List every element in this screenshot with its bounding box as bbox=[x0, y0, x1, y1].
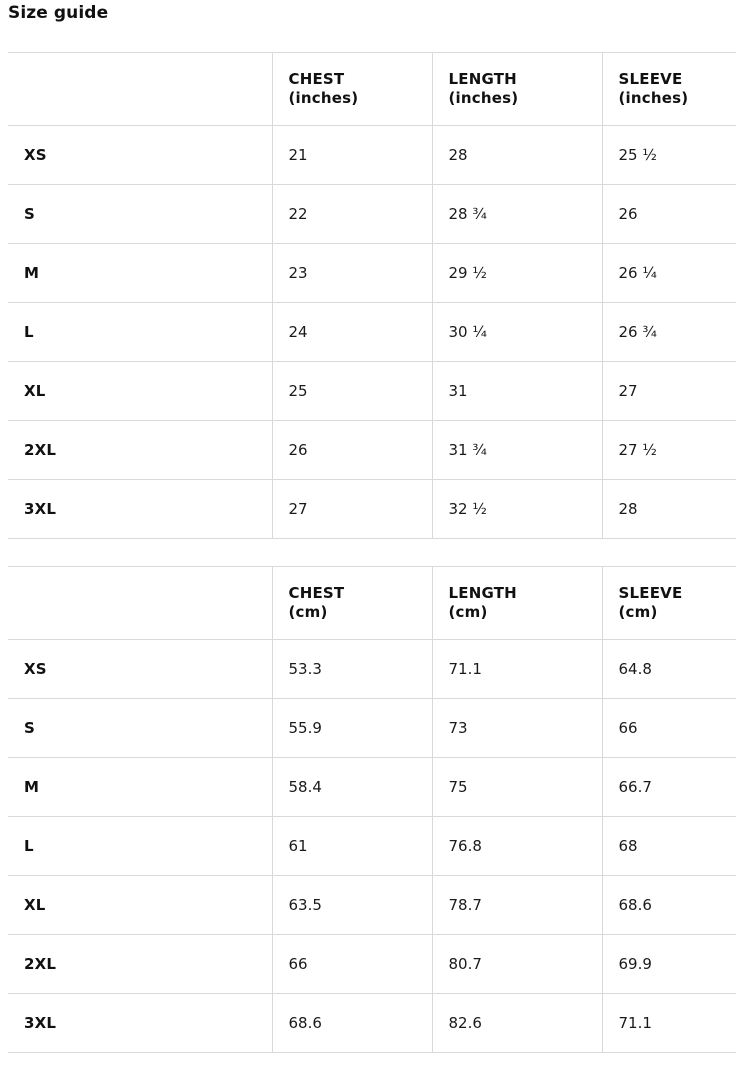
cell-chest: 26 bbox=[272, 421, 432, 480]
cell-length: 32 ½ bbox=[432, 480, 602, 539]
cell-size: S bbox=[8, 699, 272, 758]
cell-chest: 61 bbox=[272, 817, 432, 876]
table-row bbox=[8, 185, 736, 244]
table-header-row bbox=[8, 53, 736, 126]
cell-length: 30 ¼ bbox=[432, 303, 602, 362]
cell-chest: 27 bbox=[272, 480, 432, 539]
column-header-length-unit: (cm) bbox=[448, 603, 488, 621]
cell-sleeve: 71.1 bbox=[602, 994, 736, 1053]
cell-chest: 55.9 bbox=[272, 699, 432, 758]
table-header-row bbox=[8, 567, 736, 640]
table-row bbox=[8, 640, 736, 699]
cell-size: 2XL bbox=[8, 421, 272, 480]
table-row bbox=[8, 421, 736, 480]
cell-size: L bbox=[8, 817, 272, 876]
cell-sleeve: 26 ¾ bbox=[602, 303, 736, 362]
cell-chest: 22 bbox=[272, 185, 432, 244]
column-header-chest bbox=[272, 53, 432, 126]
cell-chest: 68.6 bbox=[272, 994, 432, 1053]
cell-sleeve: 26 ¼ bbox=[602, 244, 736, 303]
column-header-sleeve-label: SLEEVE bbox=[618, 584, 683, 602]
cell-length: 80.7 bbox=[432, 935, 602, 994]
cell-size: M bbox=[8, 758, 272, 817]
table-row bbox=[8, 994, 736, 1053]
cell-length: 28 ¾ bbox=[432, 185, 602, 244]
cell-size: XL bbox=[8, 876, 272, 935]
cell-length: 71.1 bbox=[432, 640, 602, 699]
cell-chest: 66 bbox=[272, 935, 432, 994]
cell-chest: 58.4 bbox=[272, 758, 432, 817]
column-header-sleeve-label: SLEEVE bbox=[618, 70, 683, 88]
cell-sleeve: 26 bbox=[602, 185, 736, 244]
table-row bbox=[8, 480, 736, 539]
cell-chest: 24 bbox=[272, 303, 432, 362]
table-row bbox=[8, 817, 736, 876]
cell-length: 28 bbox=[432, 126, 602, 185]
column-header-chest-label: CHEST bbox=[288, 70, 345, 88]
cell-length: 31 ¾ bbox=[432, 421, 602, 480]
table-row bbox=[8, 758, 736, 817]
column-header-sleeve-unit: (cm) bbox=[618, 603, 658, 621]
column-header-length-unit: (inches) bbox=[448, 89, 519, 107]
column-header-length-label: LENGTH bbox=[448, 70, 517, 88]
cell-size: XS bbox=[8, 640, 272, 699]
column-header-chest-unit: (inches) bbox=[288, 89, 359, 107]
cell-length: 82.6 bbox=[432, 994, 602, 1053]
cell-chest: 21 bbox=[272, 126, 432, 185]
table-row bbox=[8, 126, 736, 185]
cell-length: 31 bbox=[432, 362, 602, 421]
column-header-length bbox=[432, 567, 602, 640]
cell-size: 3XL bbox=[8, 480, 272, 539]
cell-length: 73 bbox=[432, 699, 602, 758]
cell-sleeve: 68.6 bbox=[602, 876, 736, 935]
table-row bbox=[8, 935, 736, 994]
cell-length: 75 bbox=[432, 758, 602, 817]
column-header-size bbox=[8, 567, 272, 640]
cell-sleeve: 66.7 bbox=[602, 758, 736, 817]
cell-chest: 23 bbox=[272, 244, 432, 303]
cell-sleeve: 27 bbox=[602, 362, 736, 421]
cell-length: 78.7 bbox=[432, 876, 602, 935]
cell-size: M bbox=[8, 244, 272, 303]
column-header-sleeve bbox=[602, 567, 736, 640]
column-header-sleeve bbox=[602, 53, 736, 126]
cell-size: S bbox=[8, 185, 272, 244]
cell-sleeve: 68 bbox=[602, 817, 736, 876]
table-row bbox=[8, 876, 736, 935]
table-row bbox=[8, 699, 736, 758]
column-header-length bbox=[432, 53, 602, 126]
cell-sleeve: 64.8 bbox=[602, 640, 736, 699]
cell-chest: 53.3 bbox=[272, 640, 432, 699]
cell-size: 2XL bbox=[8, 935, 272, 994]
column-header-chest-unit: (cm) bbox=[288, 603, 328, 621]
cell-length: 76.8 bbox=[432, 817, 602, 876]
column-header-sleeve-unit: (inches) bbox=[618, 89, 689, 107]
table-row bbox=[8, 362, 736, 421]
page-title: Size guide bbox=[8, 3, 109, 23]
cell-size: XS bbox=[8, 126, 272, 185]
cell-chest: 63.5 bbox=[272, 876, 432, 935]
cell-size: XL bbox=[8, 362, 272, 421]
table-row bbox=[8, 244, 736, 303]
size-table-inches bbox=[8, 52, 736, 539]
cell-sleeve: 69.9 bbox=[602, 935, 736, 994]
cell-chest: 25 bbox=[272, 362, 432, 421]
cell-size: L bbox=[8, 303, 272, 362]
cell-sleeve: 25 ½ bbox=[602, 126, 736, 185]
size-table-cm bbox=[8, 566, 736, 1053]
column-header-length-label: LENGTH bbox=[448, 584, 517, 602]
column-header-size bbox=[8, 53, 272, 126]
cell-size: 3XL bbox=[8, 994, 272, 1053]
table-row bbox=[8, 303, 736, 362]
cell-sleeve: 66 bbox=[602, 699, 736, 758]
column-header-chest bbox=[272, 567, 432, 640]
column-header-chest-label: CHEST bbox=[288, 584, 345, 602]
cell-sleeve: 28 bbox=[602, 480, 736, 539]
cell-sleeve: 27 ½ bbox=[602, 421, 736, 480]
cell-length: 29 ½ bbox=[432, 244, 602, 303]
